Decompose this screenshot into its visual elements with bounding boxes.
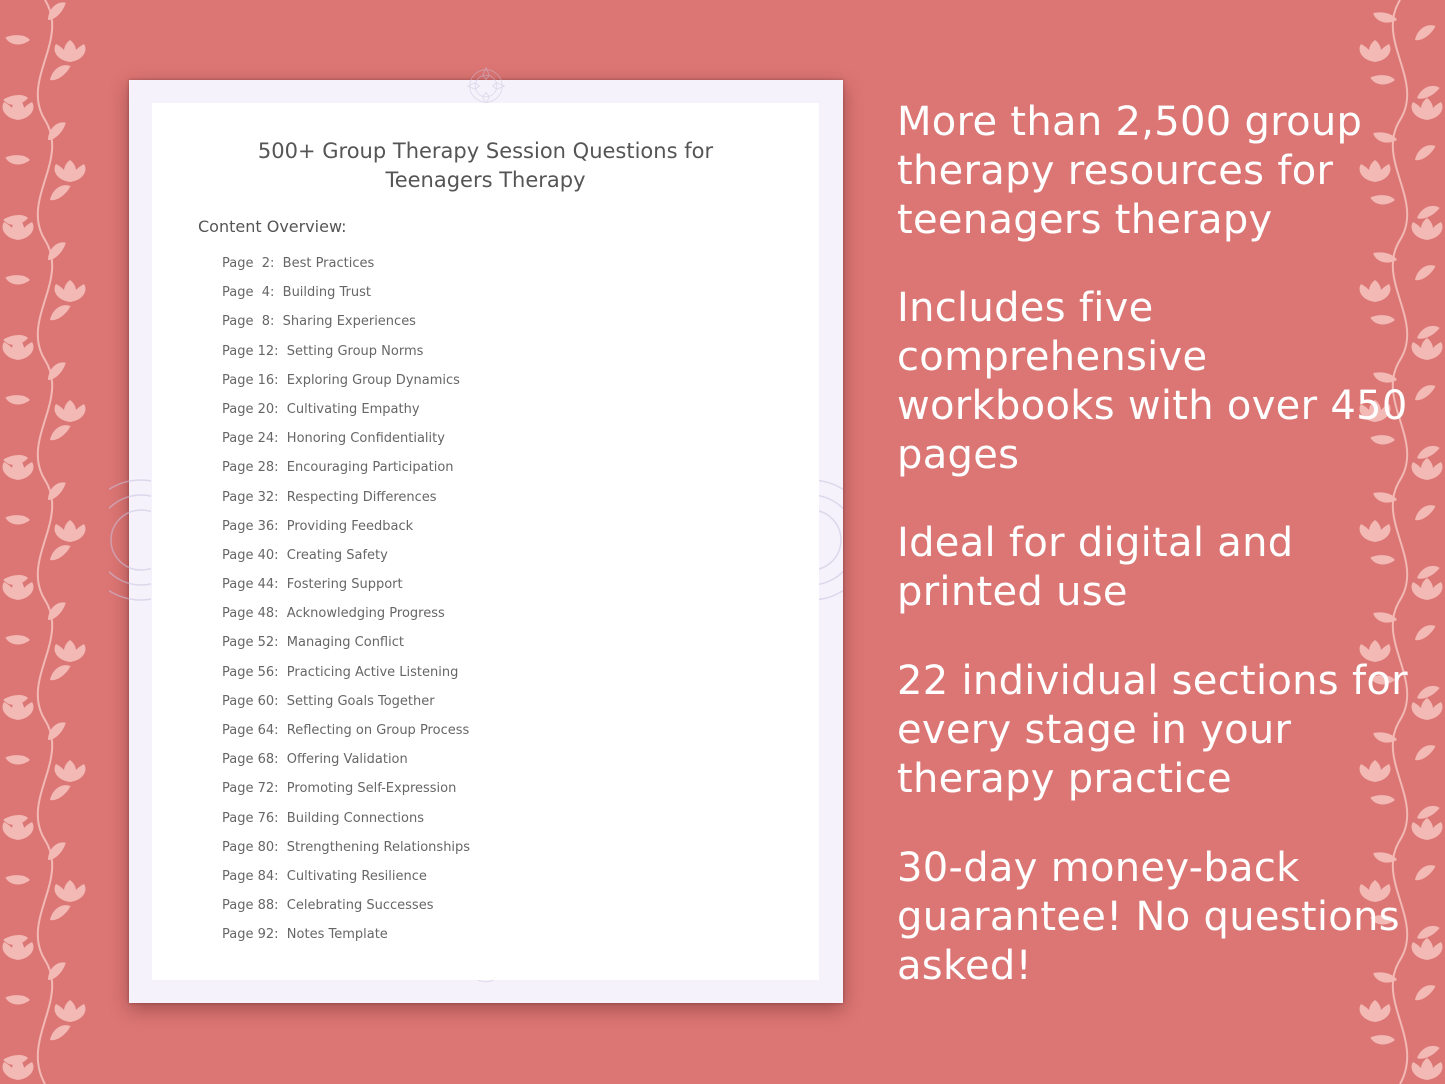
toc-entry: Page 12: Setting Group Norms (222, 343, 424, 359)
toc-entry: Page 48: Acknowledging Progress (222, 606, 445, 622)
toc-entry: Page 4: Building Trust (222, 285, 372, 301)
workbook-page-preview (129, 80, 843, 1003)
toc-entry: Page 28: Encouraging Participation (222, 460, 454, 476)
toc-entry: Page 84: Cultivating Resilience (222, 868, 427, 884)
feature-resources-count: More than 2,500 group therapy resources for teenagers therapy (897, 99, 1363, 243)
toc-entry: Page 68: Offering Validation (222, 752, 408, 768)
feature-workbooks: Includes five comprehensive workbooks with over 450 pages (897, 285, 1408, 478)
title-line-1: 500+ Group Therapy Session Questions for (257, 139, 714, 163)
toc-entry: Page 52: Managing Conflict (222, 635, 404, 651)
toc-entry: Page 80: Strengthening Relationships (222, 839, 471, 855)
toc-entry: Page 64: Reflecting on Group Process (222, 723, 470, 738)
toc-entry: Page 56: Practicing Active Listening (222, 664, 459, 680)
toc-entry: Page 92: Notes Template (222, 927, 388, 943)
feature-digital-printed: Ideal for digital and printed use (897, 520, 1294, 615)
workbook-title (152, 137, 819, 195)
toc-entry: Page 8: Sharing Experiences (222, 314, 416, 330)
toc-entry: Page 36: Providing Feedback (222, 518, 414, 534)
toc-entry: Page 40: Creating Safety (222, 547, 388, 563)
toc-entry: Page 88: Celebrating Successes (222, 898, 434, 914)
content-overview-heading: Content Overview: (198, 217, 347, 236)
toc-entry: Page 32: Respecting Differences (222, 489, 437, 505)
toc-entry: Page 16: Exploring Group Dynamics (222, 372, 460, 388)
toc-entry: Page 2: Best Practices (222, 256, 375, 271)
title-line-2: Teenagers Therapy (385, 168, 586, 192)
page-content-area (152, 103, 819, 980)
toc-entry: Page 24: Honoring Confidentiality (222, 431, 445, 447)
toc-entry: Page 76: Building Connections (222, 810, 424, 826)
mandala-ornament-icon (449, 66, 523, 106)
toc-entry: Page 72: Promoting Self-Expression (222, 781, 457, 797)
table-of-contents (222, 255, 470, 956)
feature-sections: 22 individual sections for every stage in your therapy practice (897, 658, 1408, 802)
toc-entry: Page 60: Setting Goals Together (222, 693, 435, 709)
feature-guarantee: 30-day money-back guarantee! No questions asked! (897, 845, 1400, 989)
toc-entry: Page 44: Fostering Support (222, 577, 403, 593)
floral-vine-left-decoration (0, 0, 100, 1084)
toc-entry: Page 20: Cultivating Empathy (222, 401, 420, 417)
mandala-ornament-icon (109, 460, 151, 620)
